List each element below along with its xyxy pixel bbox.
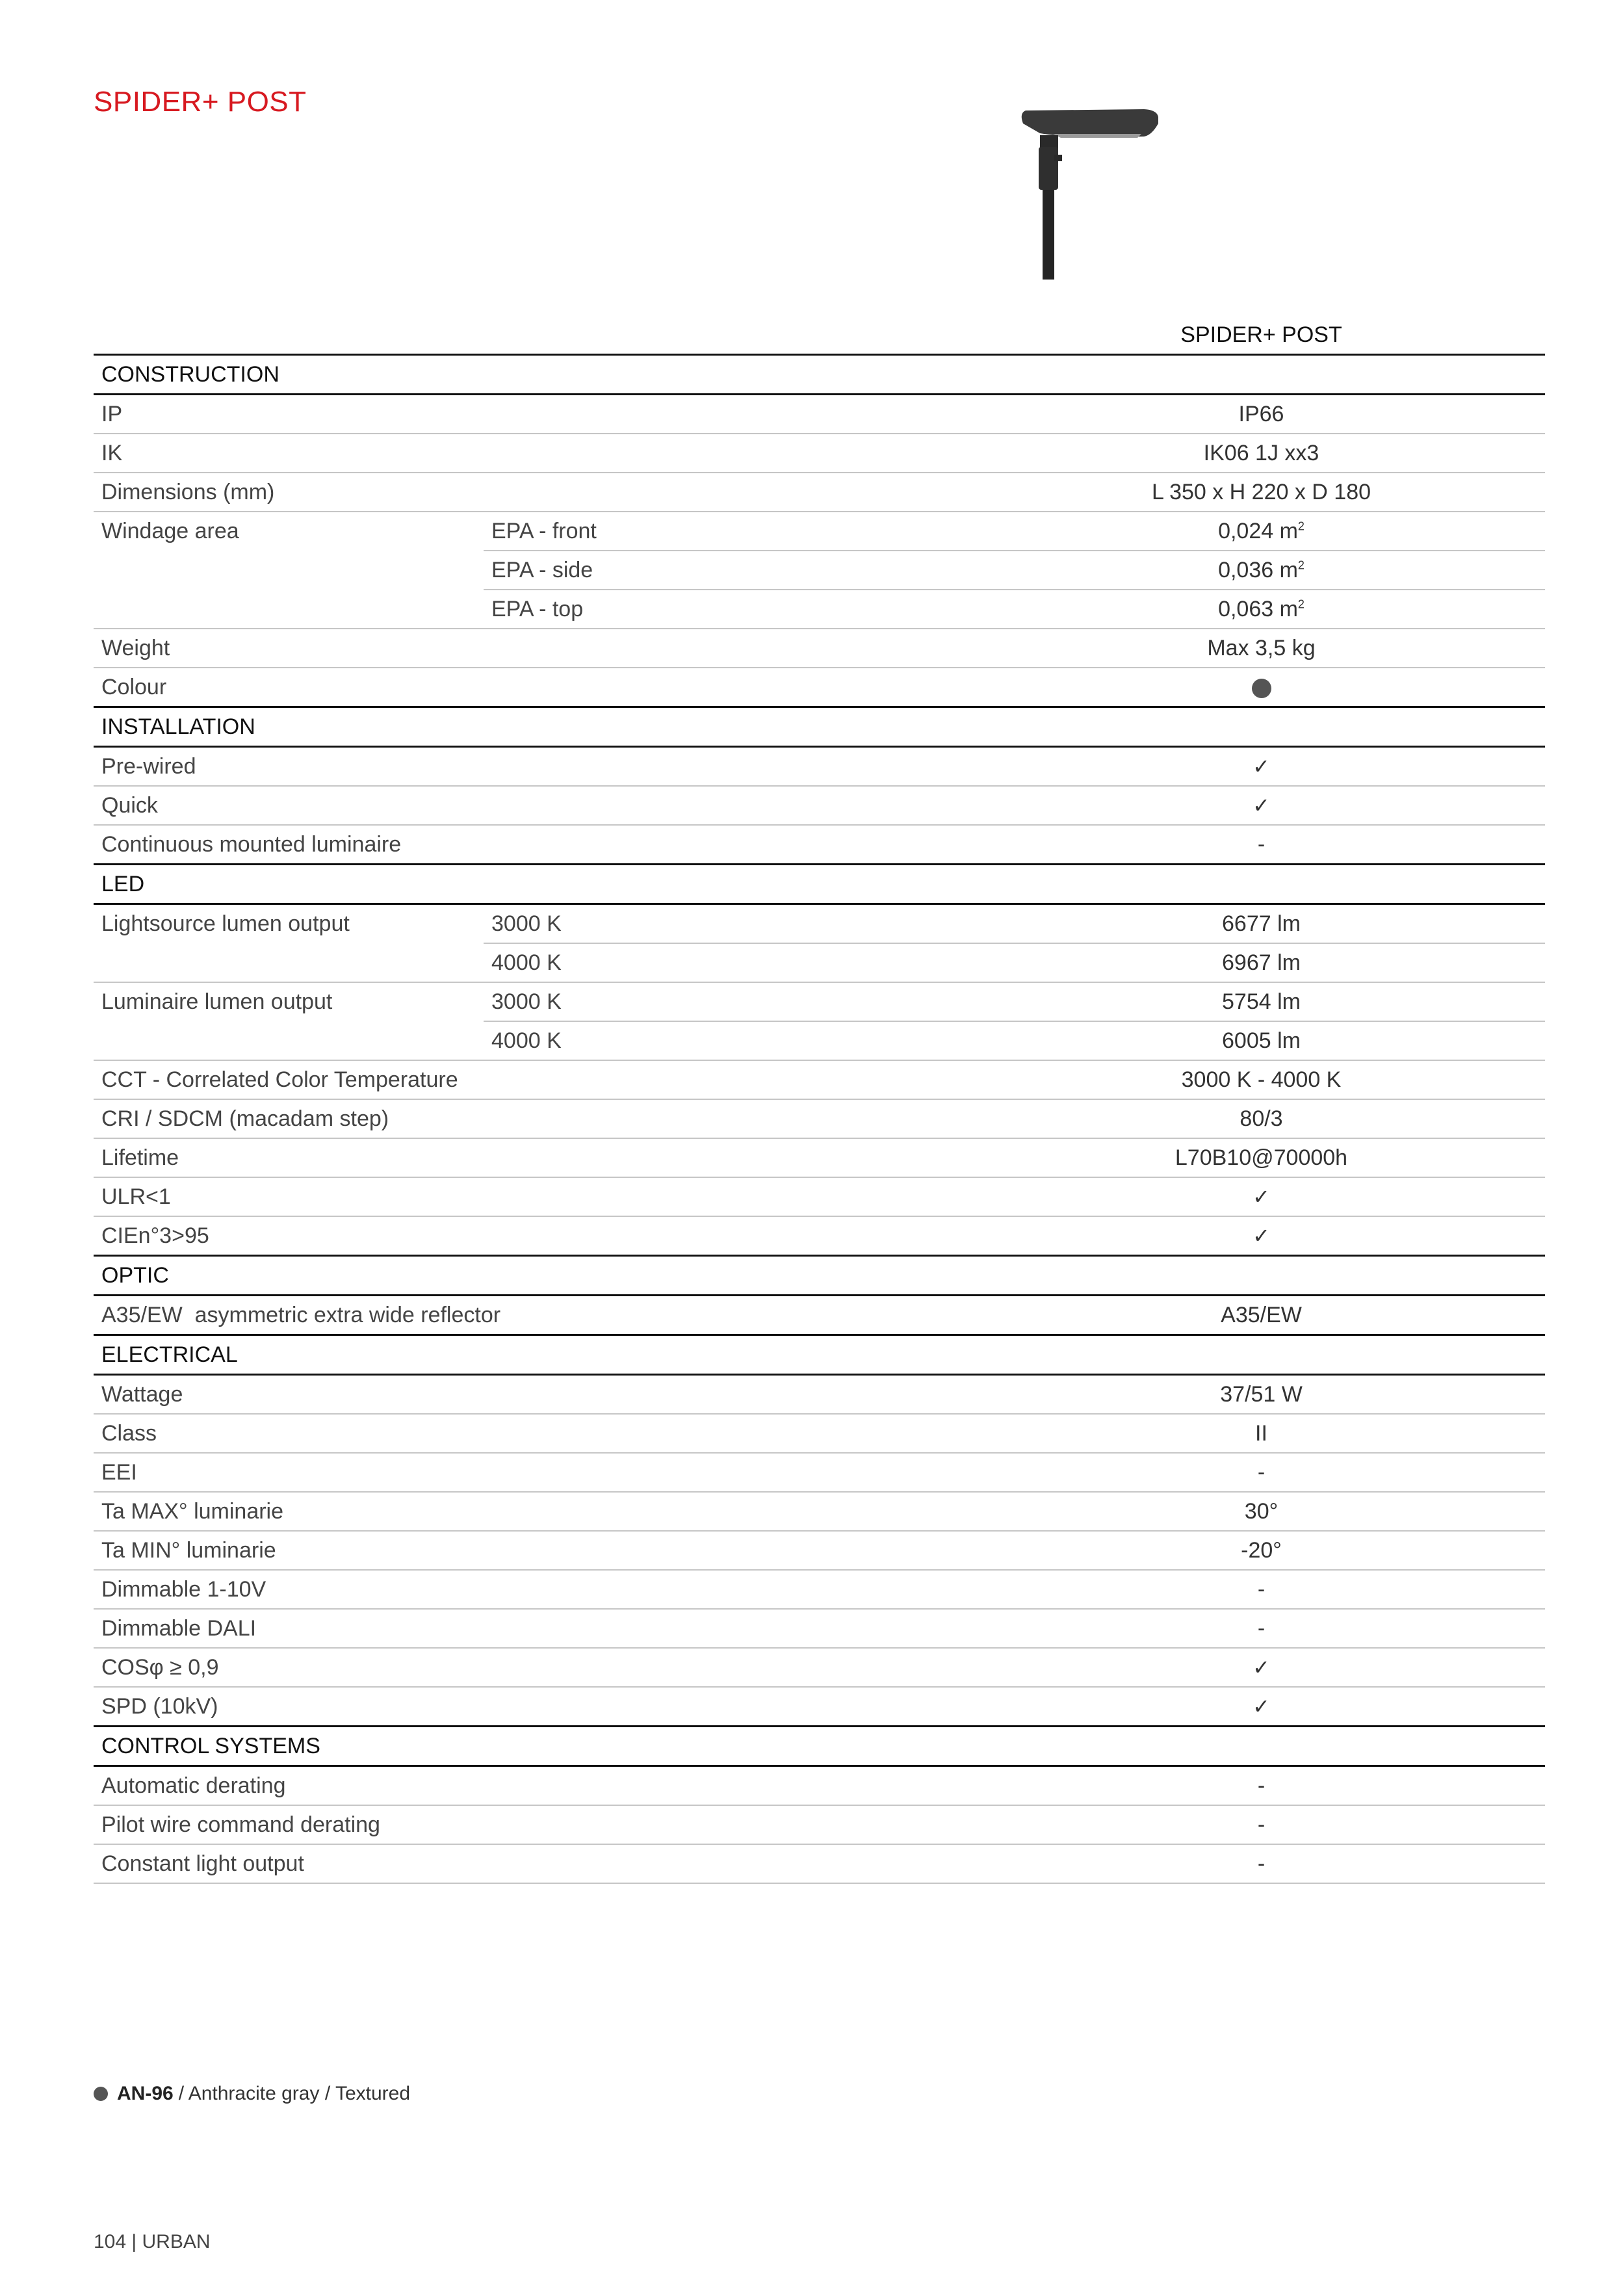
page-title: SPIDER+ POST xyxy=(94,86,307,118)
row-value: II xyxy=(978,1414,1545,1453)
row-label: SPD (10kV) xyxy=(94,1687,978,1727)
row-label: Colour xyxy=(94,668,978,707)
table-row-eei xyxy=(94,1453,1545,1492)
table-row-constant-light xyxy=(94,1844,1545,1883)
row-label: Continuous mounted luminaire xyxy=(94,825,978,865)
row-sublabel: EPA - top xyxy=(484,590,978,629)
color-dot-icon xyxy=(94,2087,108,2101)
row-value: 6005 lm xyxy=(978,1021,1545,1060)
table-row-ta-max xyxy=(94,1492,1545,1531)
table-row-lifetime xyxy=(94,1138,1545,1177)
row-label: Automatic derating xyxy=(94,1766,978,1806)
row-label: Dimmable DALI xyxy=(94,1609,978,1648)
row-value: 0,024 $m^2$ xyxy=(978,512,1545,551)
table-row-ik xyxy=(94,434,1545,473)
row-label: Wattage xyxy=(94,1375,978,1415)
section-heading: LED xyxy=(94,865,1545,904)
section-control-systems xyxy=(94,1727,1545,1766)
page-footer: 104 | URBAN xyxy=(94,2231,211,2252)
row-label: ULR<1 xyxy=(94,1177,978,1216)
row-value: 5754 lm xyxy=(978,982,1545,1021)
row-value: Max 3,5 kg xyxy=(978,629,1545,668)
check-icon: ✓ xyxy=(978,1216,1545,1256)
table-row-dimmable-110 xyxy=(94,1570,1545,1609)
check-icon: ✓ xyxy=(978,786,1545,825)
row-label: Lifetime xyxy=(94,1138,978,1177)
row-sublabel: EPA - front xyxy=(484,512,978,551)
section-heading: INSTALLATION xyxy=(94,707,1545,747)
table-row-a35 xyxy=(94,1296,1545,1335)
row-label: Weight xyxy=(94,629,978,668)
row-label: Lightsource lumen output xyxy=(94,904,484,983)
colour-footnote xyxy=(94,2083,410,2105)
section-heading: CONTROL SYSTEMS xyxy=(94,1727,1545,1766)
table-row-pilot-wire xyxy=(94,1805,1545,1844)
row-value: 3000 K - 4000 K xyxy=(978,1060,1545,1099)
table-row-lightsource-3000 xyxy=(94,904,1545,944)
row-label: Luminaire lumen output xyxy=(94,982,484,1060)
table-row-spd xyxy=(94,1687,1545,1727)
row-label: CIEn°3>95 xyxy=(94,1216,978,1256)
table-row-epa-front xyxy=(94,512,1545,551)
row-value: IK06 1J xx3 xyxy=(978,434,1545,473)
row-sublabel: 3000 K xyxy=(484,904,978,944)
specification-table xyxy=(94,316,1545,1884)
color-dot-icon xyxy=(1252,679,1271,698)
check-icon: ✓ xyxy=(978,1177,1545,1216)
row-value: 30° xyxy=(978,1492,1545,1531)
table-row-ip xyxy=(94,395,1545,434)
row-value: 0,063 $m^2$ xyxy=(978,590,1545,629)
row-label: CRI / SDCM (macadam step) xyxy=(94,1099,978,1138)
row-label: Ta MIN° luminarie xyxy=(94,1531,978,1570)
row-label: CCT - Correlated Color Temperature xyxy=(94,1060,978,1099)
row-value: 37/51 W xyxy=(978,1375,1545,1415)
row-label: IP xyxy=(94,395,978,434)
section-installation xyxy=(94,707,1545,747)
row-label: Dimmable 1-10V xyxy=(94,1570,978,1609)
footnote-code: AN-96 xyxy=(117,2083,174,2104)
table-row-luminaire-3000 xyxy=(94,982,1545,1021)
section-heading: OPTIC xyxy=(94,1256,1545,1296)
table-row-automatic-derating xyxy=(94,1766,1545,1806)
table-row-class xyxy=(94,1414,1545,1453)
row-label: Windage area xyxy=(94,512,484,629)
section-heading: CONSTRUCTION xyxy=(94,355,1545,395)
check-icon: ✓ xyxy=(978,747,1545,787)
row-label: A35/EW asymmetric extra wide reflector xyxy=(94,1296,978,1335)
table-row-prewired xyxy=(94,747,1545,787)
row-value xyxy=(978,668,1545,707)
row-sublabel: 3000 K xyxy=(484,982,978,1021)
row-value: IP66 xyxy=(978,395,1545,434)
table-row-ulr xyxy=(94,1177,1545,1216)
table-row-wattage xyxy=(94,1375,1545,1415)
row-label: Class xyxy=(94,1414,978,1453)
row-sublabel: 4000 K xyxy=(484,1021,978,1060)
table-row-cri xyxy=(94,1099,1545,1138)
check-icon: ✓ xyxy=(978,1648,1545,1687)
row-value: - xyxy=(978,825,1545,865)
section-heading: ELECTRICAL xyxy=(94,1335,1545,1375)
table-row-dimmable-dali xyxy=(94,1609,1545,1648)
product-column-header: SPIDER+ POST xyxy=(978,316,1545,355)
section-led xyxy=(94,865,1545,904)
section-construction xyxy=(94,355,1545,395)
row-sublabel: EPA - side xyxy=(484,551,978,590)
row-value: L70B10@70000h xyxy=(978,1138,1545,1177)
table-row-weight xyxy=(94,629,1545,668)
row-label: Pre-wired xyxy=(94,747,978,787)
row-label: Dimensions (mm) xyxy=(94,473,978,512)
row-label: EEI xyxy=(94,1453,978,1492)
table-row-cos xyxy=(94,1648,1545,1687)
row-label: IK xyxy=(94,434,978,473)
row-label: Quick xyxy=(94,786,978,825)
row-value: 0,036 $m^2$ xyxy=(978,551,1545,590)
table-row-quick xyxy=(94,786,1545,825)
table-row-cien xyxy=(94,1216,1545,1256)
table-row-colour xyxy=(94,668,1545,707)
row-value: 6967 lm xyxy=(978,943,1545,982)
row-value: 80/3 xyxy=(978,1099,1545,1138)
row-value: - xyxy=(978,1805,1545,1844)
row-label: Constant light output xyxy=(94,1844,978,1883)
row-value: - xyxy=(978,1766,1545,1806)
row-label: Ta MAX° luminarie xyxy=(94,1492,978,1531)
product-image-luminaire xyxy=(1014,104,1163,283)
row-value: -20° xyxy=(978,1531,1545,1570)
table-row-cct xyxy=(94,1060,1545,1099)
row-value: - xyxy=(978,1453,1545,1492)
table-row-continuous xyxy=(94,825,1545,865)
product-header-row xyxy=(94,316,1545,355)
row-label: Pilot wire command derating xyxy=(94,1805,978,1844)
row-value: - xyxy=(978,1570,1545,1609)
section-optic xyxy=(94,1256,1545,1296)
row-sublabel: 4000 K xyxy=(484,943,978,982)
row-value: - xyxy=(978,1609,1545,1648)
section-electrical xyxy=(94,1335,1545,1375)
footnote-description: / Anthracite gray / Textured xyxy=(178,2083,411,2104)
row-value: - xyxy=(978,1844,1545,1883)
check-icon: ✓ xyxy=(978,1687,1545,1727)
row-label: COSφ ≥ 0,9 xyxy=(94,1648,978,1687)
row-value: 6677 lm xyxy=(978,904,1545,944)
row-value: A35/EW xyxy=(978,1296,1545,1335)
table-row-ta-min xyxy=(94,1531,1545,1570)
row-value: L 350 x H 220 x D 180 xyxy=(978,473,1545,512)
table-row-dimensions xyxy=(94,473,1545,512)
